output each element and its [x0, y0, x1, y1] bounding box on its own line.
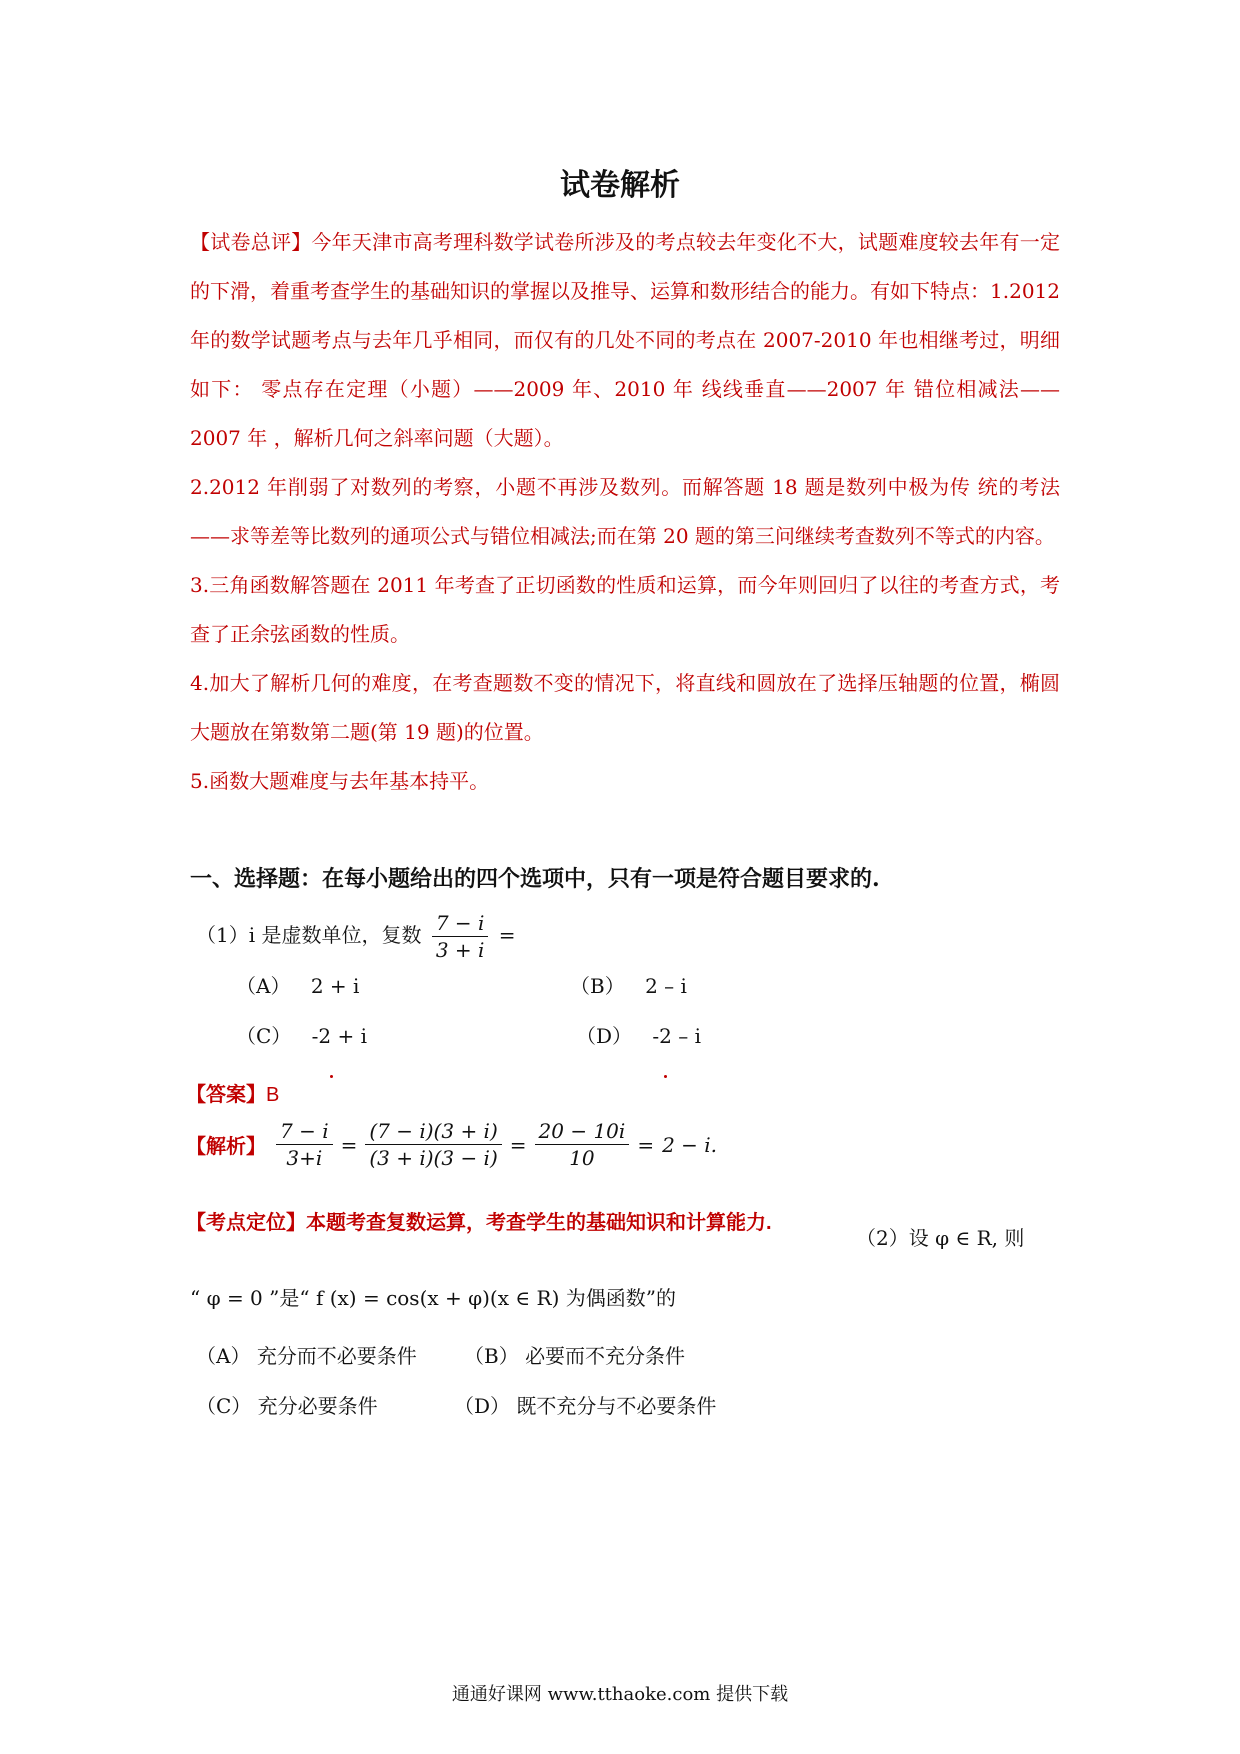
option-mark: （B）	[464, 1344, 519, 1368]
answer-value: B	[266, 1084, 280, 1106]
question-1-text: （1）i 是虚数单位，复数	[196, 923, 422, 947]
review-paragraph-1: 【试卷总评】今年天津市高考理科数学试卷所涉及的考点较去年变化不大，试题难度较去年有一定的下滑，着重考查学生的基础知识的掌握以及推导、运算和数形结合的能力。有如下特点：1.2012 年的数学试题考点与去年几乎相同，而仅有的几处不同的考点在 2007-2010 年也相继考过，明细如下： 零点存在定理（小题）——2009 年、2010 年 线线垂直——2007 年 错位相减法——2007 年 ，解析几何之斜率问题（大题）。	[190, 230, 1060, 450]
question-2-stem: “ φ = 0 ”是“ f (x) = cos(x + φ)(x ∈ R) 为偶函数”的	[190, 1286, 676, 1310]
option-mark: （D）	[576, 1024, 633, 1048]
equals-sign: =	[498, 923, 516, 947]
option-text: 充分必要条件	[257, 1394, 378, 1418]
option-mark: （B）	[570, 974, 625, 998]
equals-sign: =	[340, 1132, 358, 1157]
red-dot-mark	[664, 1075, 667, 1078]
option-text: -2 + i	[311, 1024, 368, 1048]
review-paragraph-2: 2.2012 年削弱了对数列的考察，小题不再涉及数列。而解答题 18 题是数列中极为传 统的考法——求等差等比数列的通项公式与错位相减法;而在第 20 题的第三问继续考查数列不等式的内容。	[190, 475, 1060, 548]
fraction-denominator: (3 + i)(3 − i)	[369, 1146, 498, 1170]
fraction-denominator: 10	[569, 1146, 595, 1170]
q1-option-c	[236, 1020, 367, 1049]
page-footer: 通通好课网 www.tthaoke.com 提供下载	[451, 1684, 789, 1705]
question-1-answer	[186, 1078, 279, 1107]
question-1-stem	[196, 910, 516, 963]
option-text: 既不充分与不必要条件	[516, 1394, 717, 1418]
red-dot-mark	[330, 1075, 333, 1078]
review-paragraph-4: 4.加大了解析几何的难度，在考查题数不变的情况下，将直线和圆放在了选择压轴题的位置，椭圆大题放在第数第二题(第 19 题)的位置。	[190, 671, 1060, 744]
option-mark: （C）	[236, 1024, 292, 1048]
option-mark: （A）	[196, 1344, 251, 1368]
q2-option-a	[196, 1340, 417, 1369]
review-paragraph-5: 5.函数大题难度与去年基本持平。	[190, 769, 490, 793]
option-mark: （D）	[454, 1394, 511, 1418]
option-text: 必要而不充分条件	[525, 1344, 686, 1368]
option-text: -2 – i	[652, 1024, 701, 1048]
option-mark: （C）	[196, 1394, 252, 1418]
question-1-analysis	[186, 1118, 717, 1171]
fraction-denominator: 3+i	[286, 1146, 323, 1170]
q2-option-c	[196, 1390, 378, 1419]
page-title: 试卷解析	[560, 168, 680, 203]
analysis-fraction-2	[365, 1118, 501, 1171]
fraction-numerator: 20 − 10i	[535, 1118, 630, 1145]
option-text: 2 – i	[645, 974, 687, 998]
question-2-stem-start: （2）设 φ ∈ R, 则	[856, 1226, 1025, 1250]
equals-sign: =	[637, 1132, 655, 1157]
option-text: 充分而不必要条件	[256, 1344, 417, 1368]
q1-option-d	[576, 1020, 701, 1049]
fraction-numerator: 7 − i	[432, 910, 489, 937]
option-text: 2 + i	[310, 974, 360, 998]
analysis-label: 【解析】	[186, 1134, 266, 1158]
q1-option-b	[570, 970, 687, 999]
q2-option-d	[454, 1390, 716, 1419]
equals-sign: =	[509, 1132, 527, 1157]
option-mark: （A）	[236, 974, 291, 998]
question-1-fraction	[432, 910, 489, 963]
exam-review	[190, 218, 1060, 806]
fraction-denominator: 3 + i	[435, 938, 485, 962]
q1-option-a	[236, 970, 359, 999]
analysis-fraction-1	[276, 1118, 333, 1171]
fraction-numerator: (7 − i)(3 + i)	[365, 1118, 501, 1145]
analysis-fraction-3	[535, 1118, 630, 1171]
question-1-topic: 【考点定位】本题考查复数运算，考查学生的基础知识和计算能力.	[186, 1212, 772, 1234]
review-paragraph-3: 3.三角函数解答题在 2011 年考查了正切函数的性质和运算，而今年则回归了以往的考查方式，考查了正余弦函数的性质。	[190, 573, 1060, 646]
q2-option-b	[464, 1340, 685, 1369]
answer-label: 【答案】	[186, 1082, 266, 1106]
fraction-numerator: 7 − i	[276, 1118, 333, 1145]
section-heading: 一、选择题：在每小题给出的四个选项中，只有一项是符合题目要求的.	[190, 866, 880, 892]
analysis-result: 2 − i.	[662, 1132, 718, 1157]
